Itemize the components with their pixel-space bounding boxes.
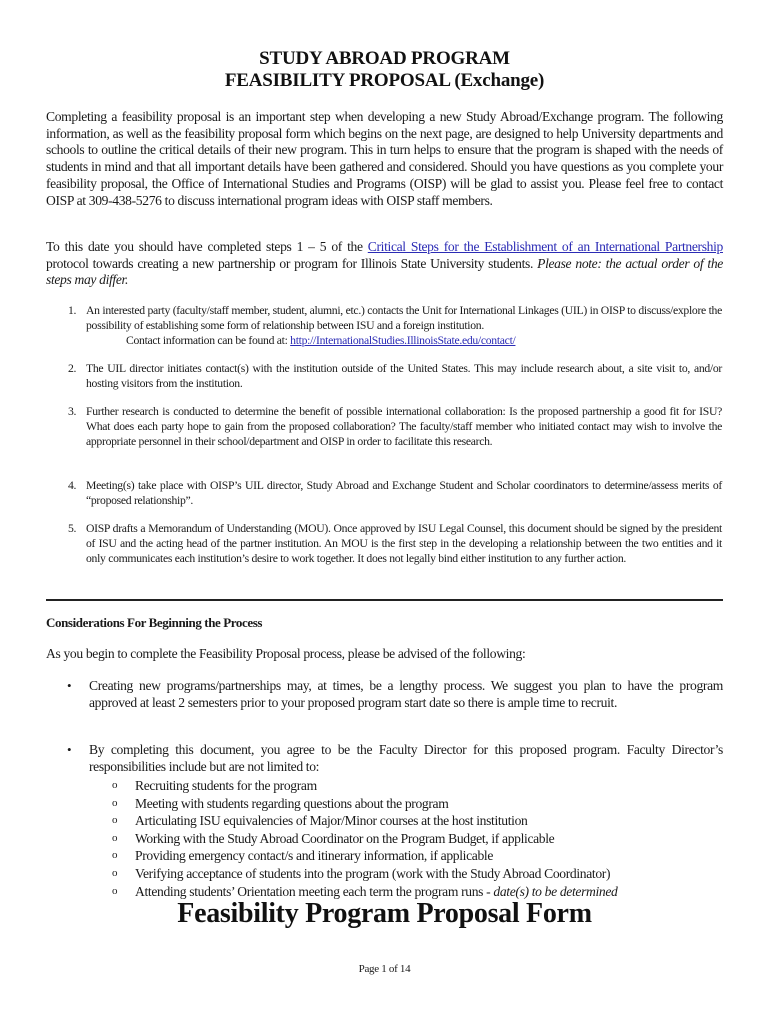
steps-intro-text-after: protocol towards creating a new partnership or program for Illinois State University students. <box>46 255 538 271</box>
sub-bullet-icon: o <box>112 796 118 809</box>
step-text: OISP drafts a Memorandum of Understanding (MOU). Once approved by ISU Legal Counsel, this document should be signed by the president of ISU and the acting head of the partner institution. An MOU is the first step in the developing a relationship between the two entities and it only communicates each institution’s desire to work together. It does not legally bind either institution to any further action. <box>86 522 722 565</box>
responsibility-text: Articulating ISU equivalencies of Major/Minor courses at the host institution <box>135 813 528 829</box>
responsibility-item <box>46 777 723 795</box>
bullet-icon: • <box>67 742 72 757</box>
sub-bullet-icon: o <box>112 849 118 862</box>
step-number: 4. <box>68 479 77 492</box>
responsibility-text: Verifying acceptance of students into the program (work with the Study Abroad Coordinator) <box>135 865 611 881</box>
contact-link[interactable]: http://InternationalStudies.IllinoisState.edu/contact/ <box>290 333 516 347</box>
responsibilities-list <box>46 777 723 900</box>
steps-order-note: Please note: the actual order of the steps may differ. <box>46 255 723 288</box>
steps-intro-paragraph <box>46 239 723 289</box>
step-number: 1. <box>68 304 77 317</box>
responsibility-item <box>46 865 723 883</box>
responsibility-item <box>46 812 723 830</box>
step-number: 5. <box>68 522 77 535</box>
responsibility-item <box>46 847 723 865</box>
sub-bullet-icon: o <box>112 831 118 844</box>
responsibility-text: Working with the Study Abroad Coordinator on the Program Budget, if applicable <box>135 830 555 846</box>
contact-label: Contact information can be found at: <box>126 333 291 347</box>
responsibility-item <box>46 830 723 848</box>
sub-bullet-icon: o <box>112 866 118 879</box>
responsibility-text: Providing emergency contact/s and itinerary information, if applicable <box>135 848 494 864</box>
document-title-line1: STUDY ABROAD PROGRAM <box>259 48 510 69</box>
advised-text: As you begin to complete the Feasibility Proposal process, please be advised of the following: <box>46 646 526 661</box>
bullet-icon: • <box>67 678 72 693</box>
sub-bullet-icon: o <box>112 814 118 827</box>
section-divider <box>46 599 723 601</box>
step-text: An interested party (faculty/staff member, student, alumni, etc.) contacts the Unit for International Linkages (UIL) in OISP to discuss/explore the possibility of establishing some form of relationship between ISU and a foreign institution. <box>86 304 722 332</box>
step-text: Further research is conducted to determine the benefit of possible international collaboration: Is the proposed partnership a good fit for ISU? What does each party hope to gain from the proposed collaboration? The faculty/staff member who initiated contact may wish to involve the appropriate personnel in their school/department and OISP in order to facilitate this research. <box>86 405 722 448</box>
page-number: Page 1 of 14 <box>358 963 411 975</box>
intro-paragraph: Completing a feasibility proposal is an important step when developing a new Study Abroad/Exchange program. The following information, as well as the feasibility proposal form which begins on the next page, are designed to help University departments and schools to outline the critical details of their new program. This in turn helps to ensure that the program is shaped with the needs of students in mind and that all important details have been gathered and considered. Should you have questions as you complete your feasibility proposal, the Office of International Studies and Programs (OISP) will be glad to assist you. Please feel free to contact OISP at 309-438-5276 to discuss international program ideas with OISP staff members. <box>46 109 723 208</box>
form-title: Feasibility Program Proposal Form <box>177 898 592 929</box>
responsibility-item <box>46 795 723 813</box>
responsibility-text-main: Attending students’ Orientation meeting each term the program runs - <box>135 883 494 899</box>
step-number: 2. <box>68 362 77 375</box>
responsibility-text: Recruiting students for the program <box>135 778 317 793</box>
contact-line <box>86 334 722 349</box>
step-text: Meeting(s) take place with OISP’s UIL director, Study Abroad and Exchange Student and Scholar coordinators to determine/assess merits of “proposed relationship”. <box>86 479 722 507</box>
responsibility-text: Meeting with students regarding questions about the program <box>135 795 449 811</box>
steps-intro-text: To this date you should have completed steps 1 – 5 of the <box>46 239 368 254</box>
sub-bullet-icon: o <box>112 884 118 897</box>
critical-steps-link[interactable]: Critical Steps for the Establishment of an International Partnership <box>367 239 723 254</box>
considerations-heading: Considerations For Beginning the Process <box>46 615 263 630</box>
step-number: 3. <box>68 405 77 418</box>
date-tbd-note: date(s) to be determined <box>493 883 618 899</box>
bullet-text: Creating new programs/partnerships may, at times, be a lengthy process. We suggest you plan to have the program approved at least 2 semesters prior to your proposed program start date so there is ample time to recruit. <box>89 678 723 710</box>
step-text: The UIL director initiates contact(s) with the institution outside of the United States. This may include research about, a site visit to, and/or hosting visitors from the institution. <box>86 362 722 390</box>
bullet-text: By completing this document, you agree to be the Faculty Director for this proposed program. Faculty Director’s responsibilities include but are not limited to: <box>89 742 723 774</box>
document-title-line2: FEASIBILITY PROPOSAL (Exchange) <box>224 70 545 91</box>
sub-bullet-icon: o <box>112 779 118 791</box>
